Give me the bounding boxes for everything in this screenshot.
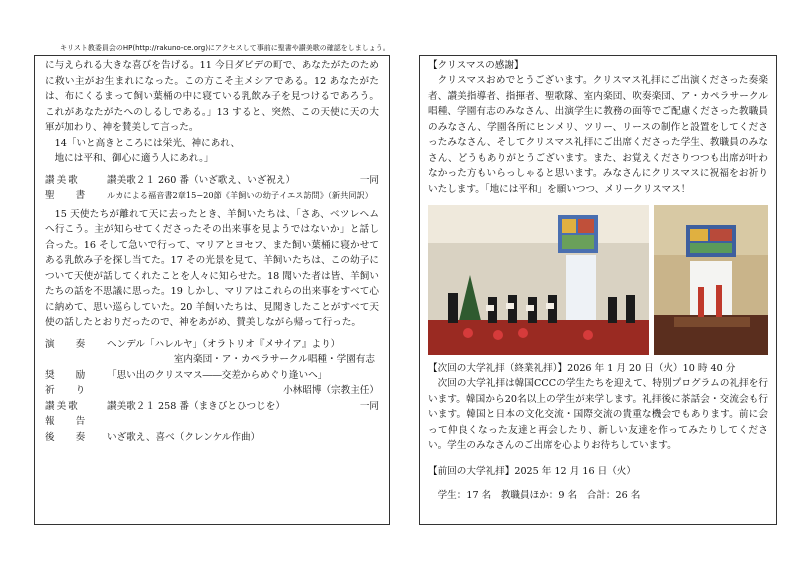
- next-service-title: 【次回の大学礼拝（終業礼拝）】2026 年 1 月 20 日（火）10 時 40 分: [428, 363, 736, 374]
- prayer-row: [45, 383, 379, 399]
- order-of-service-panel: [34, 55, 390, 525]
- encouragement-value: 「思い出のクリスマス――交差からめぐり逢いへ」: [107, 369, 328, 381]
- next-service-text: 次回の大学礼拝は韓国CCCの学生たちを迎えて、特別プログラムの礼拝を行います。韓国から20名以上の学生が来学します。礼拝後に茶話会・交流会も行います。韓国と日本の文化交流・国際交流の貴重な機会でもあります。前に会って仲良くなった友達と再会したり、新しい友達を作ってみたりしてください。学生のみなさんのご出席を心よりお待ちしています。: [428, 378, 768, 451]
- postlude-value: いざ歌え、喜べ（クレンケル作曲）: [107, 431, 261, 443]
- hymn2-label: 讃美歌: [45, 400, 80, 412]
- hymn2-note: 一同: [359, 400, 379, 412]
- reading-value: ルカによる福音書2章15−20節《羊飼いの幼子イエス訪問》（新共同訳）: [107, 190, 373, 200]
- hymn2-value: 讃美歌２１ 258 番（まきびとひつじを）: [107, 400, 285, 412]
- hymn-note: 一同: [359, 174, 379, 186]
- performance-value: ヘンデル「ハレルヤ」（オラトリオ『メサイア』より）: [107, 338, 341, 350]
- prev-service-title: 【前回の大学礼拝】2025 年 12 月 16 日（火）: [428, 465, 636, 477]
- report-label: 報 告: [45, 416, 95, 427]
- prayer-value: 小林昭博（宗教主任）: [283, 385, 379, 396]
- header-note: キリスト教委員会のHP(http://rakuno-ce.org)にアクセスして事前に聖書や讃美歌の確認をしましょう。: [60, 44, 390, 52]
- photo-row: [428, 205, 768, 355]
- hymn-row-1: [45, 173, 379, 189]
- report-row: [45, 414, 379, 430]
- encouragement-label: 奨 励: [45, 369, 95, 381]
- performance-label: 演 奏: [45, 338, 95, 350]
- scripture-verse-14: 14「いと高きところには栄光、神にあれ、: [54, 137, 241, 149]
- postlude-row: [45, 430, 379, 446]
- choir-photo: [428, 205, 649, 355]
- hymn-row-2: [45, 399, 379, 415]
- reading-row: [45, 188, 379, 204]
- reading-label: 聖 書: [45, 190, 95, 201]
- hymn-value: 讃美歌２１ 260 番（いざ歌え、いざ祝え）: [107, 174, 296, 186]
- performance-row: [45, 337, 379, 353]
- hymn-label: 讃美歌: [45, 174, 80, 186]
- announcements-panel: [419, 55, 777, 525]
- chapel-window-photo: [654, 205, 768, 355]
- postlude-label: 後 奏: [45, 431, 95, 443]
- thanks-title: 【クリスマスの感謝】: [428, 60, 524, 71]
- prayer-label: 祈 り: [45, 385, 95, 396]
- scripture-continuation: に与えられる大きな喜びを告げる。11 今日ダビデの町で、あなたがたのために救い主がお生まれになった。この方こそ主メシアである。12 あなたがたは、布にくるまって飼い葉桶の中に寝ている乳飲み子を見つけるであろう。これがあなたがたへのしるしである。」13 すると、突然、この天使に天の大軍が加わり、神を賛美して言った。: [45, 60, 379, 133]
- performers: 室内楽団・ア・カペラサークル唱種・学園有志: [173, 354, 375, 365]
- scripture-verse-14b: 地には平和、御心に適う人にあれ。」: [54, 153, 214, 164]
- encouragement-row: [45, 368, 379, 384]
- reading-text: 15 天使たちが離れて天に去ったとき、羊飼いたちは、「さあ、ベツレヘムへ行こう。主が知らせてくださったその出来事を見ようではないか」と話し合った。16 そして急いで行って、マリアとヨセフ、また飼い葉桶に寝かせてある乳飲み子を探し当てた。17 その光景を見て、羊飼いたちは、この幼子について天使が話してくれたことを人々に知らせた。18 聞いた者は皆、羊飼いたちの話を不思議に思った。19 しかし、マリアはこれらの出来事をすべて心に納めて、思い巡らしていた。20 羊飼いたちは、見聞きしたことがすべて天使の話したとおりだったので、神をあがめ、賛美しながら帰って行った。: [45, 208, 379, 328]
- prev-service-counts: 学生：17 名 教職員ほか：9 名 合計：26 名: [437, 490, 641, 502]
- thanks-text: クリスマスおめでとうございます。クリスマス礼拝にご出演くださった奏楽者、讃美指導者、指揮者、聖歌隊、室内楽団、吹奏楽団、ア・カペラサークル唱種、学園有志のみなさん、出演学生に教務の面等でご配慮くださった教職員のみなさん、学園各所にヒンメリ、ツリー、リースの制作と設置をしてくださったみなさん、そしてクリスマス礼拝にご出席くださった学生、教職員のみなさん、どうもありがとうございます。また、お覚えくださりつつも出席が叶わなかった方もいらっしゃると思います。みなさんにクリスマスに祝福をお祈りいたします。「地には平和」を願いつつ、メリークリスマス！: [428, 75, 768, 195]
